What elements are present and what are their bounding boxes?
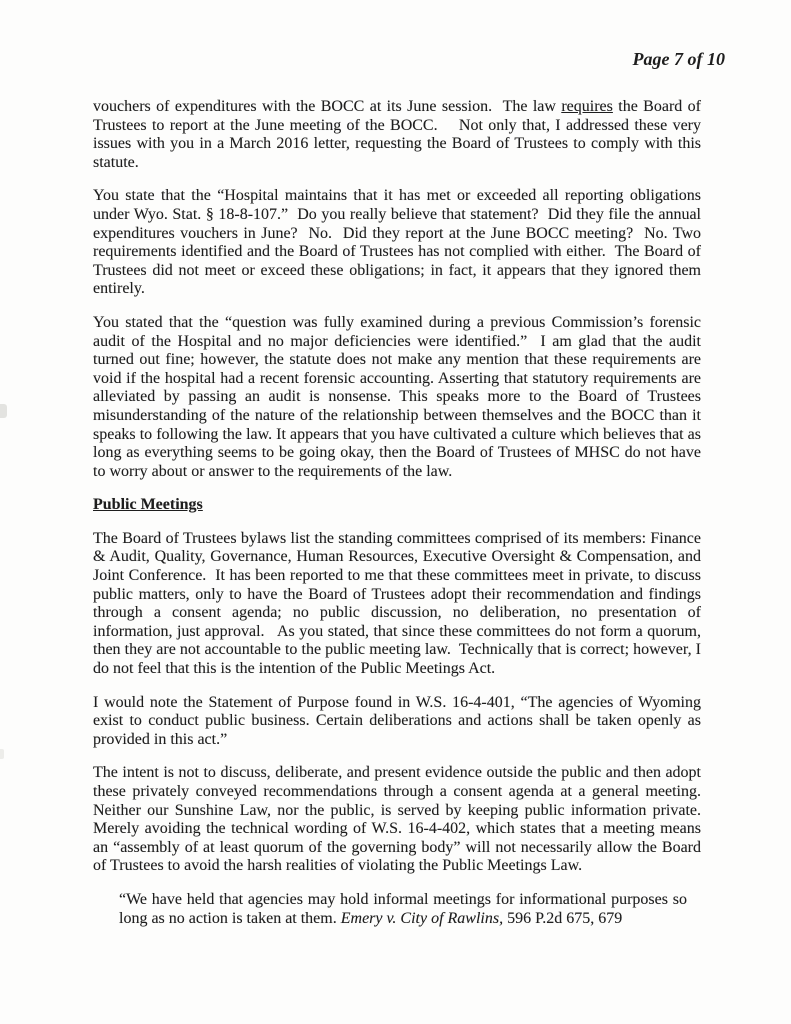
- scan-artifact: [0, 404, 7, 418]
- paragraph: [93, 529, 705, 679]
- text-run: I would note the Statement of Purpose found in W.S. 16-4-401, “The agencies of Wyoming exist to conduct public business. Certain deliberations and actions shall be taken openly as provided in this act.”: [93, 693, 705, 748]
- text-run: The intent is not to discuss, deliberate, and present evidence outside the public and then adopt these privately conveyed recommendations through a consent agenda at a general meeting. Neither our Sunshine Law, nor the public, is served by keeping public information private. Merely avoiding the technical wording of W.S. 16-4-402, which states that a meeting means an “assembly of at least quorum of the governing body” will not necessarily allow the Board of Trustees to avoid the harsh realities of violating the Public Meetings Law.: [93, 764, 705, 875]
- document-body: [93, 98, 705, 943]
- text-run: “We have held that agencies may hold informal meetings for informational purposes so long as no action is taken at them.: [119, 890, 691, 927]
- text-run: The Board of Trustees bylaws list the standing committees comprised of its members: Finance & Audit, Quality, Governance, Human Resources, Executive Oversight & Compensation, and Joint Conference. It has been reported to me that these committees meet in private, to discuss public matters, only to have the Board of Trustees adopt their recommendation and findings through a consent agenda; no public discussion, no deliberation, no presentation of information, just approval. As you stated, that since these committees do not form a quorum, then they are not accountable to the public meeting law. Technically that is correct; however, I do not feel that this is the intention of the Public Meetings Act.: [93, 529, 705, 678]
- text-run-italic: Emery v. City of Rawlins,: [340, 909, 504, 927]
- text-run: Public Meetings: [93, 496, 203, 514]
- paragraph: [93, 313, 705, 481]
- text-run: the Board of Trustees to report at the June meeting of the BOCC. Not only that, I addressed these very issues with you in a March 2016 letter, requesting the Board of Trustees to comply with this statute.: [93, 98, 705, 171]
- paragraph: [93, 187, 705, 299]
- scan-artifact: [0, 749, 4, 759]
- text-run-underline: requires: [561, 98, 613, 115]
- text-run: vouchers of expenditures with the BOCC at its June session. The law: [93, 98, 562, 115]
- paragraph: [93, 98, 705, 172]
- text-run: You stated that the “question was fully examined during a previous Commission’s forensic audit of the Hospital and no major deficiencies were identified.” I am glad that the audit turned out fine; however, the statute does not make any mention that these requirements are void if the hospital had a recent forensic accounting. Asserting that statutory requirements are alleviated by passing an audit is nonsense. This speaks more to the Board of Trustees misunderstanding of the nature of the relationship between themselves and the BOCC than it speaks to following the law. It appears that you have cultivated a culture which believes that as long as everything seems to be going okay, then the Board of Trustees of MHSC do not have to worry about or answer to the requirements of the law.: [93, 313, 705, 480]
- text-run: You state that the “Hospital maintains that it has met or exceeded all reporting obligations under Wyo. Stat. § 18-8-107.” Do you really believe that statement? Did they file the annual expenditures vouchers in June? No. Did they report at the June BOCC meeting? No. Two requirements identified and the Board of Trustees has not complied with either. The Board of Trustees did not meet or exceed these obligations; in fact, it appears that they ignored them entirely.: [93, 187, 705, 298]
- page-number: Page 7 of 10: [632, 49, 725, 69]
- section-heading: [93, 496, 701, 515]
- paragraph: [93, 693, 705, 750]
- block-quote: [119, 890, 691, 928]
- paragraph: [93, 764, 705, 876]
- text-run: 596 P.2d 675, 679: [503, 909, 623, 927]
